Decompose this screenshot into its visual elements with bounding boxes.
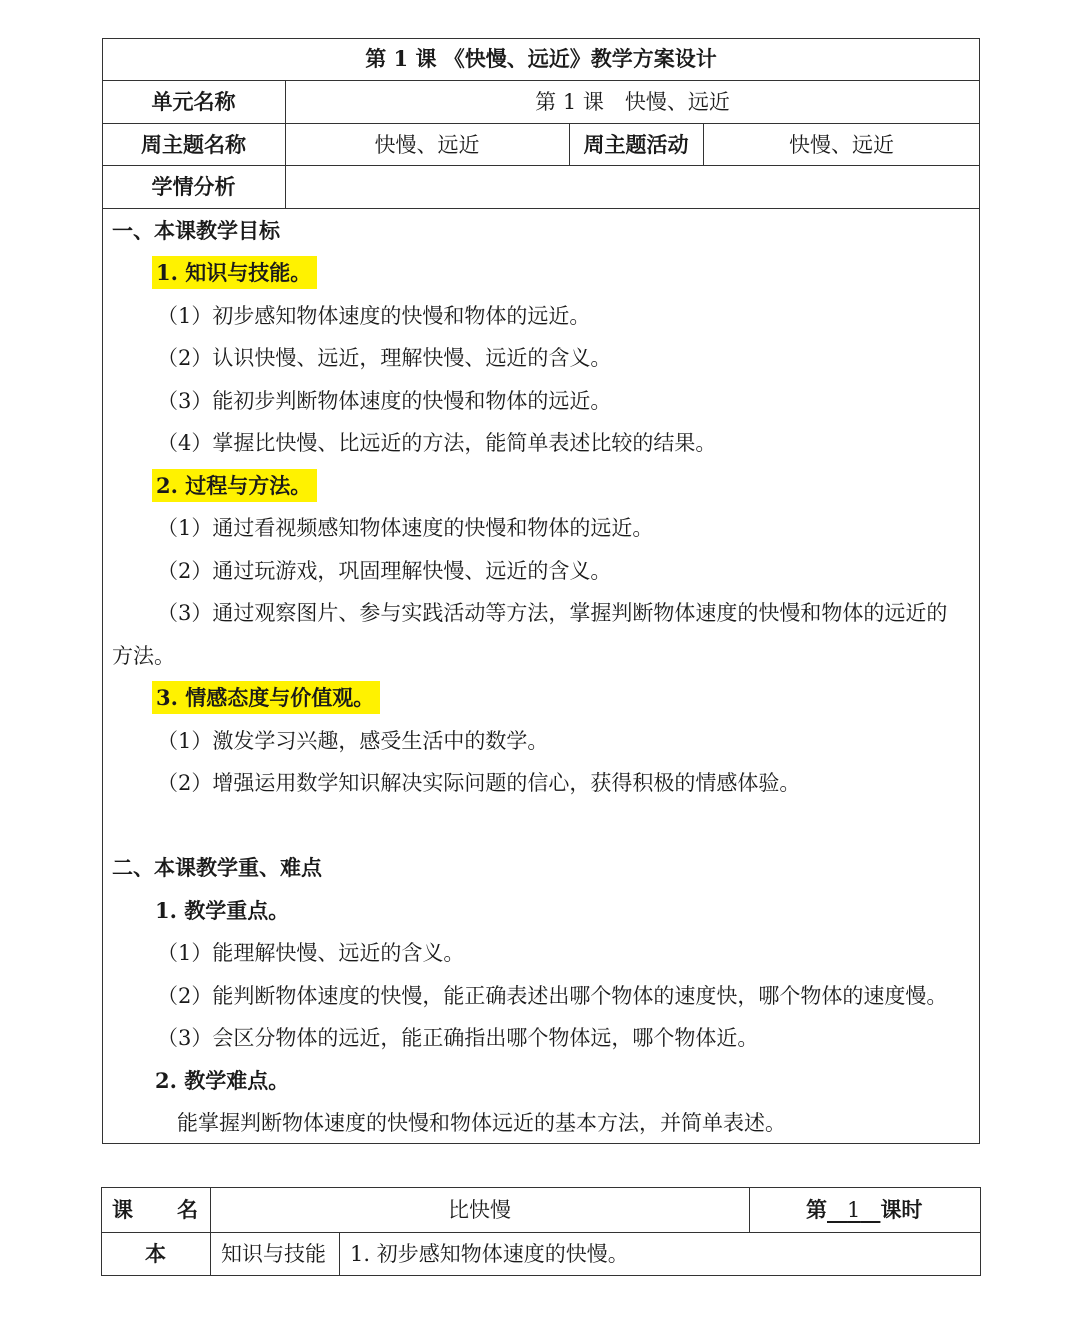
process-title — [152, 474, 317, 498]
knowledge-title — [152, 261, 317, 285]
focus-title: 1. 教学重点。 — [155, 898, 290, 923]
period-prefix: 第 — [806, 1197, 827, 1222]
lesson-name-label-char2: 名 — [177, 1197, 198, 1222]
emotion-title — [152, 686, 380, 710]
col-divider — [749, 1187, 750, 1232]
row2-subcategory: 知识与技能 — [221, 1242, 326, 1266]
knowledge-item: （2）认识快慢、远近，理解快慢、远近的含义。 — [157, 346, 612, 370]
focus-item: （1）能理解快慢、远近的含义。 — [157, 941, 465, 965]
process-item-continued: 方法。 — [112, 644, 175, 668]
row-divider — [102, 80, 980, 81]
row2-category: 本 — [145, 1241, 166, 1266]
row-divider — [101, 1232, 981, 1233]
week-activity-value: 快慢、远近 — [789, 133, 894, 157]
process-title-text: 2. 过程与方法。 — [152, 469, 317, 502]
knowledge-item: （1）初步感知物体速度的快慢和物体的远近。 — [157, 304, 591, 328]
knowledge-title-text: 1. 知识与技能。 — [152, 256, 317, 289]
plan-table — [102, 38, 980, 1144]
row-divider — [102, 165, 980, 166]
process-item: （2）通过玩游戏，巩固理解快慢、远近的含义。 — [157, 559, 612, 583]
lesson-period — [806, 1198, 922, 1222]
goals-heading: 一、本课教学目标 — [112, 218, 280, 243]
difficulty-title: 2. 教学难点。 — [155, 1068, 290, 1093]
row-divider — [102, 208, 980, 209]
unit-name-label: 单元名称 — [151, 89, 236, 114]
emotion-item: （2）增强运用数学知识解决实际问题的信心，获得积极的情感体验。 — [157, 771, 801, 795]
period-suffix: 课时 — [880, 1197, 923, 1222]
week-activity-label: 周主题活动 — [583, 132, 689, 157]
knowledge-item: （3）能初步判断物体速度的快慢和物体的远近。 — [157, 389, 612, 413]
keypoints-heading: 二、本课教学重、难点 — [112, 855, 322, 880]
difficulty-text: 能掌握判断物体速度的快慢和物体远近的基本方法，并简单表述。 — [177, 1111, 786, 1135]
knowledge-item: （4）掌握比快慢、比远近的方法，能简单表述比较的结果。 — [157, 431, 717, 455]
analysis-label: 学情分析 — [151, 174, 236, 199]
row-divider — [102, 123, 980, 124]
week-theme-value: 快慢、远近 — [374, 133, 480, 157]
lesson-name-value: 比快慢 — [448, 1198, 511, 1222]
emotion-title-text: 3. 情感态度与价值观。 — [152, 681, 380, 714]
unit-name-value: 第 1 课 快慢、远近 — [535, 90, 730, 114]
process-item: （3）通过观察图片、参与实践活动等方法，掌握判断物体速度的快慢和物体的远近的 — [157, 601, 948, 625]
focus-item: （3）会区分物体的远近，能正确指出哪个物体远，哪个物体近。 — [157, 1026, 759, 1050]
row2-content: 1. 初步感知物体速度的快慢。 — [350, 1242, 629, 1266]
lesson-name-label-char1: 课 — [112, 1197, 133, 1222]
period-number: 1 — [847, 1198, 861, 1222]
emotion-item: （1）激发学习兴趣，感受生活中的数学。 — [157, 729, 549, 753]
process-item: （1）通过看视频感知物体速度的快慢和物体的远近。 — [157, 516, 654, 540]
col-divider — [339, 1232, 340, 1276]
focus-item: （2）能判断物体速度的快慢，能正确表述出哪个物体的速度快，哪个物体的速度慢。 — [157, 984, 948, 1008]
week-theme-label: 周主题名称 — [141, 132, 246, 157]
document-title: 第 1 课 《快慢、远近》教学方案设计 — [365, 46, 717, 71]
